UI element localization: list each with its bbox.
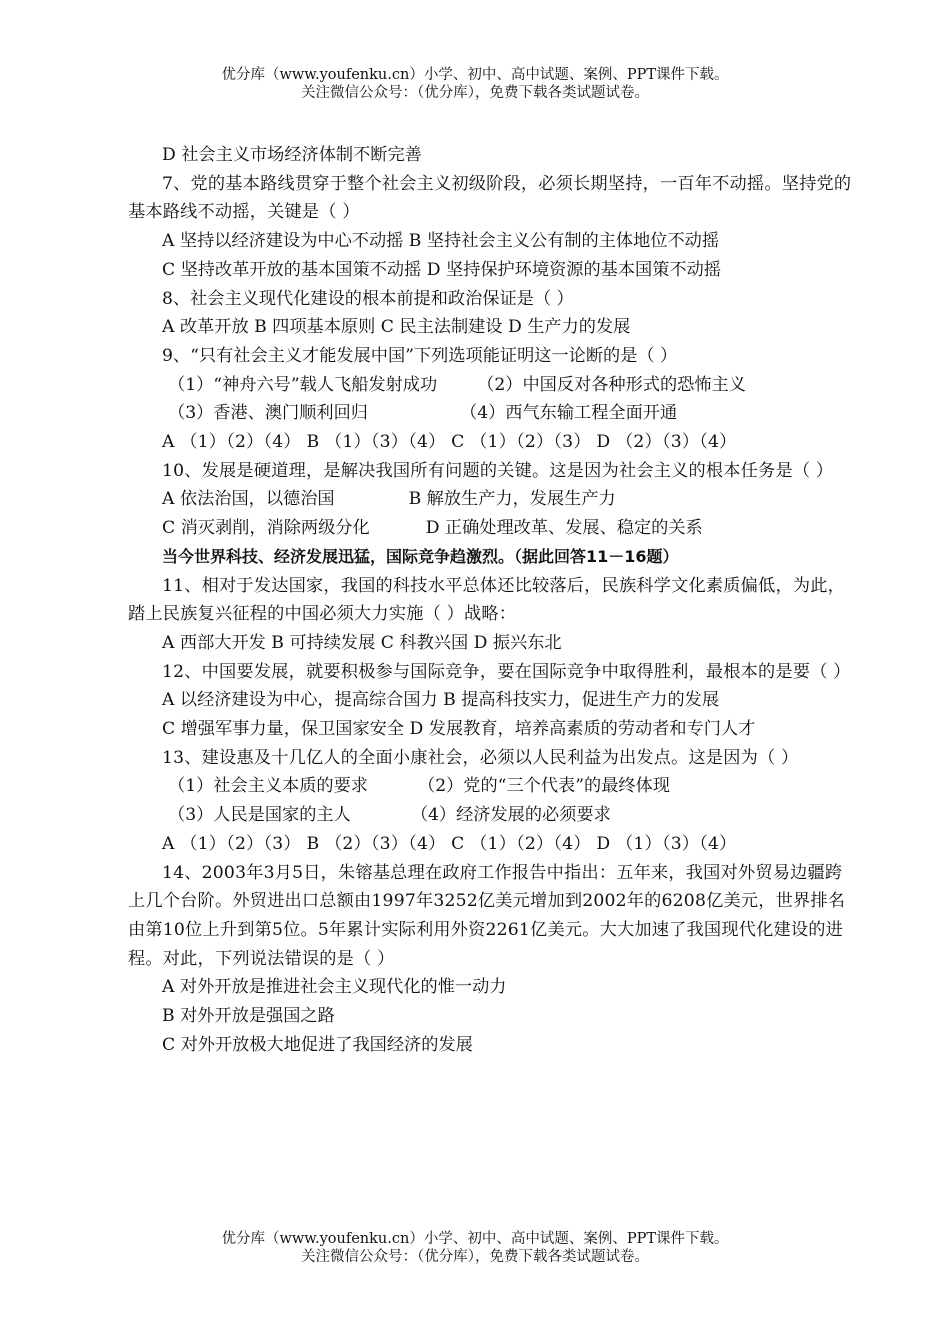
q7-options-line-1: A 坚持以经济建设为中心不动摇 B 坚持社会主义公有制的主体地位不动摇	[162, 231, 720, 252]
q10-stem: 10、发展是硬道理，是解决我国所有问题的关键。这是因为社会主义的根本任务是（ ）	[162, 460, 834, 481]
q9-items-row-1	[128, 371, 853, 400]
q13-stem: 13、建设惠及十几亿人的全面小康社会，必须以人民利益为出发点。这是因为（ ）	[162, 747, 799, 768]
q14-stem: 14、2003年3月5日，朱镕基总理在政府工作报告中指出：五年来，我国对外贸易边疆跨上几个台阶。外贸进出口总额由1997年3252亿美元增加到2002年的6208亿美元，世界排名由第10位上升到第5位。5年累计实际利用外资2261亿美元。大大加速了我国现代化建设的进程。对此，下列说法错误的是（ ）	[128, 862, 846, 969]
q11-options: A 西部大开发 B 可持续发展 C 科教兴国 D 振兴东北	[162, 632, 562, 653]
header-line-2: 关注微信公众号：（优分库），免费下载各类试题试卷。	[301, 85, 649, 101]
q13-options: A （1）（2）（3） B （2）（3）（4） C （1）（2）（4） D （1）（3）（4）	[162, 833, 737, 854]
q8-options: A 改革开放 B 四项基本原则 C 民主法制建设 D 生产力的发展	[162, 317, 631, 338]
q12-options-line-2: C 增强军事力量，保卫国家安全 D 发展教育，培养高素质的劳动者和专门人才	[162, 719, 756, 740]
q10-options-row-2	[128, 514, 853, 543]
q14-option-a: A 对外开放是推进社会主义现代化的惟一动力	[162, 977, 507, 998]
q13-items-row-2	[128, 801, 853, 830]
q9-options: A （1）（2）（4） B （1）（3）（4） C （1）（2）（3） D （2）（3）（4）	[162, 432, 737, 453]
q9-stem: 9、“只有社会主义才能发展中国”下列选项能证明这一论断的是（ ）	[162, 345, 678, 366]
header-line-1: 优分库（www.youfenku.cn）小学、初中、高中试题、案例、PPT课件下载。	[221, 67, 729, 83]
footer-line-1: 优分库（www.youfenku.cn）小学、初中、高中试题、案例、PPT课件下载。	[221, 1231, 729, 1247]
q11-stem: 11、相对于发达国家，我国的科技水平总体还比较落后，民族科学文化素质偏低，为此，踏上民族复兴征程的中国必须大力实施（ ）战略：	[128, 575, 845, 625]
page-footer	[0, 1230, 950, 1266]
q9-item-1: （1）“神舟六号”载人飞船发射成功	[168, 374, 438, 395]
q9-item-3: （3）香港、澳门顺利回归	[168, 403, 368, 424]
q9-items-row-2	[128, 399, 853, 428]
q13-item-4: （4）经济发展的必须要求	[410, 805, 611, 826]
footer-line-2: 关注微信公众号：（优分库），免费下载各类试题试卷。	[301, 1249, 649, 1265]
q14-option-c: C 对外开放极大地促进了我国经济的发展	[162, 1034, 473, 1055]
q10-option-a: A 依法治国，以德治国	[162, 489, 335, 510]
q12-stem: 12、中国要发展，就要积极参与国际竞争，要在国际竞争中取得胜利，最根本的是要（ ）	[162, 661, 851, 682]
q13-item-2: （2）党的“三个代表”的最终体现	[418, 776, 670, 797]
q13-item-3: （3）人民是国家的主人	[168, 805, 351, 826]
q10-option-b: B 解放生产力，发展生产力	[408, 489, 616, 510]
q14-option-b: B 对外开放是强国之路	[162, 1006, 335, 1027]
q6-option-d: D 社会主义市场经济体制不断完善	[162, 145, 422, 165]
section-note: 当今世界科技、经济发展迅猛，国际竞争趋激烈。（据此回答11－16题）	[162, 546, 679, 566]
q10-option-c: C 消灭剥削，消除两级分化	[162, 518, 370, 539]
q7-stem: 7、党的基本路线贯穿于整个社会主义初级阶段，必须长期坚持，一百年不动摇。坚持党的基本路线不动摇，关键是（ ）	[128, 173, 852, 223]
q10-option-d: D 正确处理改革、发展、稳定的关系	[425, 518, 703, 539]
q10-options-row-1	[128, 485, 853, 514]
q12-options-line-1: A 以经济建设为中心，提高综合国力 B 提高科技实力，促进生产力的发展	[162, 690, 720, 711]
q7-options-line-2: C 坚持改革开放的基本国策不动摇 D 坚持保护环境资源的基本国策不动摇	[162, 259, 721, 280]
q9-item-2: （2）中国反对各种形式的恐怖主义	[477, 374, 746, 395]
q8-stem: 8、社会主义现代化建设的根本前提和政治保证是（ ）	[162, 288, 574, 309]
page-header	[0, 66, 950, 102]
exam-content	[128, 141, 853, 1060]
q9-item-4: （4）西气东输工程全面开通	[460, 403, 678, 424]
q13-item-1: （1）社会主义本质的要求	[168, 776, 368, 797]
q13-items-row-1	[128, 772, 853, 801]
